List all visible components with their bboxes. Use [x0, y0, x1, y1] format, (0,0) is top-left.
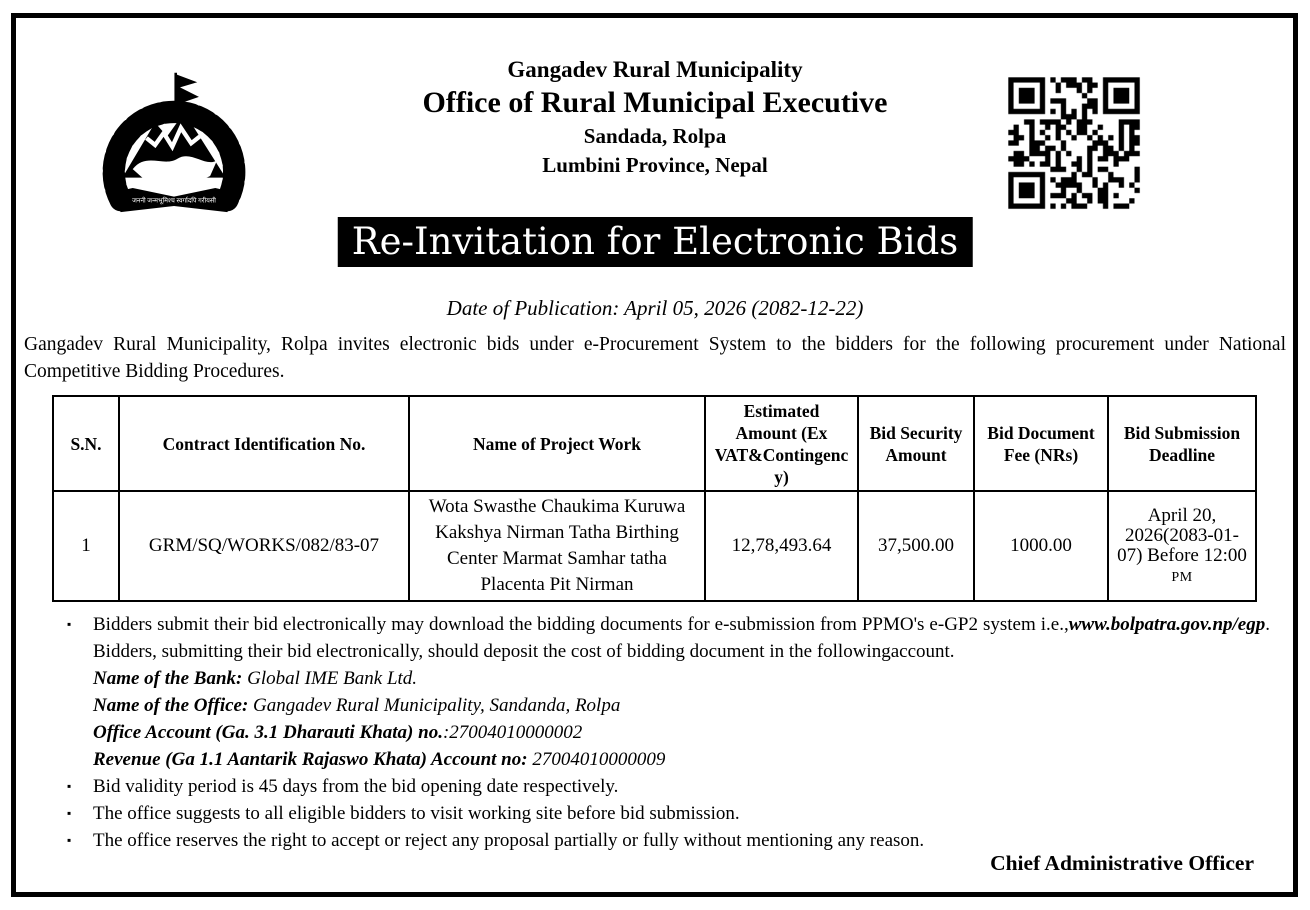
office-name-label: Name of the Office:	[93, 695, 249, 716]
office-name: Office of Rural Municipal Executive	[422, 86, 888, 119]
revenue-account-value: 27004010000009	[527, 749, 666, 770]
table-header-row	[53, 396, 1256, 491]
office-account-line	[65, 719, 1270, 746]
list-item-validity	[65, 773, 1270, 800]
list-item-rights	[65, 827, 1270, 854]
bullet3-text: The office suggests to all eligible bidders to visit working site before bid submission.	[93, 803, 740, 824]
signature-title: Chief Administrative Officer	[990, 851, 1254, 875]
cell-sn: 1	[53, 491, 119, 601]
bank-name-line	[65, 665, 1270, 692]
bid-table	[52, 395, 1257, 602]
cell-project-name: Wota Swasthe Chaukima Kuruwa Kakshya Nirman Tatha Birthing Center Marmat Samhar tatha Placenta Pit Nirman	[409, 491, 705, 601]
bullet-icon: ▪	[67, 779, 72, 793]
office-name-value: Gangadev Rural Municipality, Sandanda, Rolpa	[248, 695, 621, 716]
bullet4-text: The office reserves the right to accept or reject any proposal partially or fully without mentioning any reason.	[93, 830, 925, 851]
cell-deadline	[1108, 491, 1256, 601]
bullet-icon: ▪	[67, 806, 72, 820]
bolpatra-url: www.bolpatra.gov.np/egp	[1068, 614, 1266, 635]
publication-date: Date of Publication: April 05, 2026 (2082-12-22)	[446, 296, 864, 320]
bullet1-text-before: Bidders submit their bid electronically may download the bidding documents for e-submission from PPMO's e-GP2 system i.e.,	[93, 614, 1069, 635]
office-account-value: :27004010000002	[442, 722, 583, 743]
banner-title: Re-Invitation for Electronic Bids	[338, 217, 973, 267]
deadline-meridiem: PM	[1171, 568, 1193, 585]
cell-bid-security: 37,500.00	[858, 491, 974, 601]
bank-name-value: Global IME Bank Ltd.	[242, 668, 418, 689]
col-header-project-name: Name of Project Work	[409, 396, 705, 491]
col-header-deadline: Bid Submission Deadline	[1108, 396, 1256, 491]
bank-name-label: Name of the Bank:	[93, 668, 243, 689]
cell-estimated-amount: 12,78,493.64	[705, 491, 858, 601]
revenue-account-label: Revenue (Ga 1.1 Aantarik Rajaswo Khata) Account no:	[93, 749, 528, 770]
address-line-1: Sandada, Rolpa	[583, 124, 727, 148]
list-item-site-visit	[65, 800, 1270, 827]
office-name-line	[65, 692, 1270, 719]
revenue-account-line	[65, 746, 1270, 773]
col-header-document-fee: Bid Document Fee (NRs)	[974, 396, 1108, 491]
office-account-label: Office Account (Ga. 3.1 Dharauti Khata) no.	[93, 722, 443, 743]
col-header-contract-id: Contract Identification No.	[119, 396, 409, 491]
address-line-2: Lumbini Province, Nepal	[542, 153, 768, 177]
org-name: Gangadev Rural Municipality	[507, 57, 803, 82]
col-header-estimated-amount: Estimated Amount (Ex VAT&Contingency)	[705, 396, 858, 491]
col-header-bid-security: Bid Security Amount	[858, 396, 974, 491]
notes-list	[65, 611, 1270, 854]
list-item-download-info	[65, 611, 1270, 665]
bullet-icon: ▪	[67, 833, 72, 847]
intro-paragraph: Gangadev Rural Municipality, Rolpa invites electronic bids under e-Procurement System to the bidders for the following procurement under National Competitive Bidding Procedures.	[24, 334, 1286, 382]
deadline-text: April 20, 2026(2083-01-07) Before 12:00	[1117, 504, 1247, 566]
cell-document-fee: 1000.00	[974, 491, 1108, 601]
bullet2-text: Bid validity period is 45 days from the bid opening date respectively.	[93, 776, 619, 797]
col-header-sn: S.N.	[53, 396, 119, 491]
motto-text: जननी जन्मभूमिश्च स्वर्गादपि गरीयसी	[132, 197, 216, 205]
bullet1-text-after: . Bidders, submitting their bid electronically, should deposit the cost of bidding document in the followingaccount.	[93, 614, 1270, 662]
table-row	[53, 491, 1256, 601]
bullet-icon: ▪	[67, 617, 72, 631]
qr-code	[1003, 72, 1145, 214]
cell-contract-id: GRM/SQ/WORKS/082/83-07	[119, 491, 409, 601]
